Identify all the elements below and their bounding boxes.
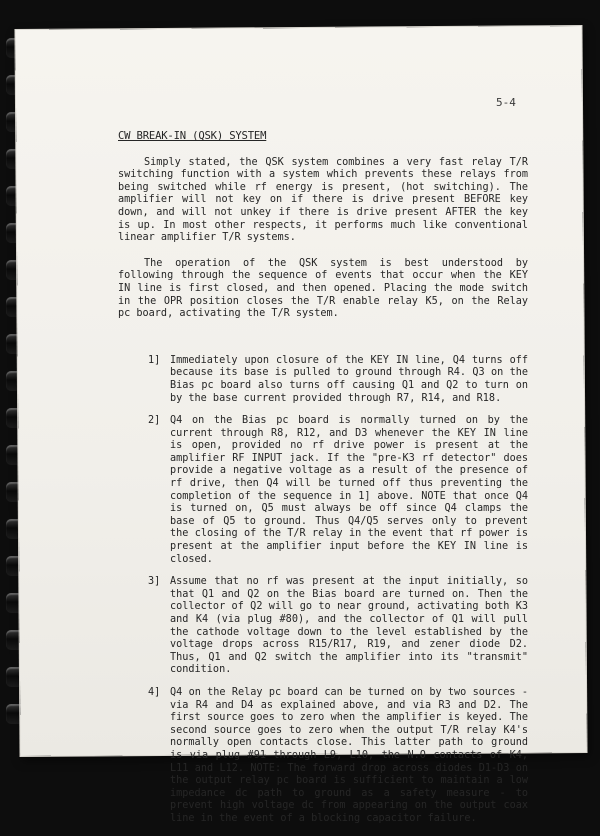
step-number: 3] <box>148 576 161 588</box>
step-number: 1] <box>148 354 161 366</box>
step-number: 2] <box>148 415 161 427</box>
step-text: Assume that no rf was present at the input initially, so that Q1 and Q2 on the Bias board are turned on. Then the collector of Q2 will go to near ground, activating both K3 and K4 (via plug #80), and the collector of Q1 will pull the cathode voltage down to the level established by the voltage drops across R15/R17, R19, and zener diode D2. Thus, Q1 and Q2 switch the amplifier into its "transmit" condition. <box>170 576 528 676</box>
sequence-step <box>148 687 528 826</box>
operation-paragraph: The operation of the QSK system is best understood by following through the sequence of events that occur when the KEY IN line is first closed, and then opened. Placing the mode switch in the OPR position closes the T/R enable relay K5, on the Relay pc board, activating the T/R system. <box>118 257 528 320</box>
section-heading: CW BREAK-IN (QSK) SYSTEM <box>118 130 267 142</box>
sequence-step <box>148 355 528 405</box>
step-text: Immediately upon closure of the KEY IN line, Q4 turns off because its base is pulled to ground through R4. Q3 on the Bias pc board also turns off causing Q1 and Q2 to turn on by the base current provided through R7, R14, and R18. <box>170 354 528 404</box>
step-text: Q4 on the Relay pc board can be turned on by two sources - via R4 and D4 as explained above, and via R3 and D2. The first source goes to zero when the amplifier is keyed. The second source goes to zero when the output T/R relay K4's normally open contacts close. This latter path to ground is via plug #91 through L9, L10, the N.O contacts of K4, L11 and L12. NOTE: The forward drop across diodes D1-D3 on the output relay pc board is sufficient to maintain a low impedance dc path to ground as a safety measure - to prevent high voltage dc from appearing on the output coax line in the event of a blocking capacitor failure. <box>170 686 528 824</box>
sequence-step <box>148 576 528 677</box>
intro-paragraph: Simply stated, the QSK system combines a very fast relay T/R switching function with a system which prevents these relays from being switched while rf energy is present, (hot switching). The amplifier will not key on if there is drive present BEFORE key down, and will not unkey if there is drive present AFTER the key is up. In most other respects, it performs much like conventional linear amplifier T/R systems. <box>118 156 528 244</box>
page-content <box>118 130 528 836</box>
sequence-step <box>148 415 528 566</box>
page-number: 5-4 <box>496 96 516 109</box>
sequence-steps <box>118 355 528 826</box>
step-number: 4] <box>148 686 161 698</box>
step-text: Q4 on the Bias pc board is normally turned on by the current through R8, R12, and D3 whenever the KEY IN line is open, provided no rf drive power is present at the amplifier RF INPUT jack. If the "pre-K3 rf detector" does provide a negative voltage as a result of the presence of rf drive, then Q4 will be turned off thus preventing the completion of the sequence in 1] above. NOTE that once Q4 is turned on, Q5 must always be off since Q4 clamps the base of Q5 to ground. Thus Q4/Q5 serves only to prevent the closing of the T/R relay in the event that rf power is present at the amplifier input before the KEY IN line is closed. <box>170 415 528 565</box>
